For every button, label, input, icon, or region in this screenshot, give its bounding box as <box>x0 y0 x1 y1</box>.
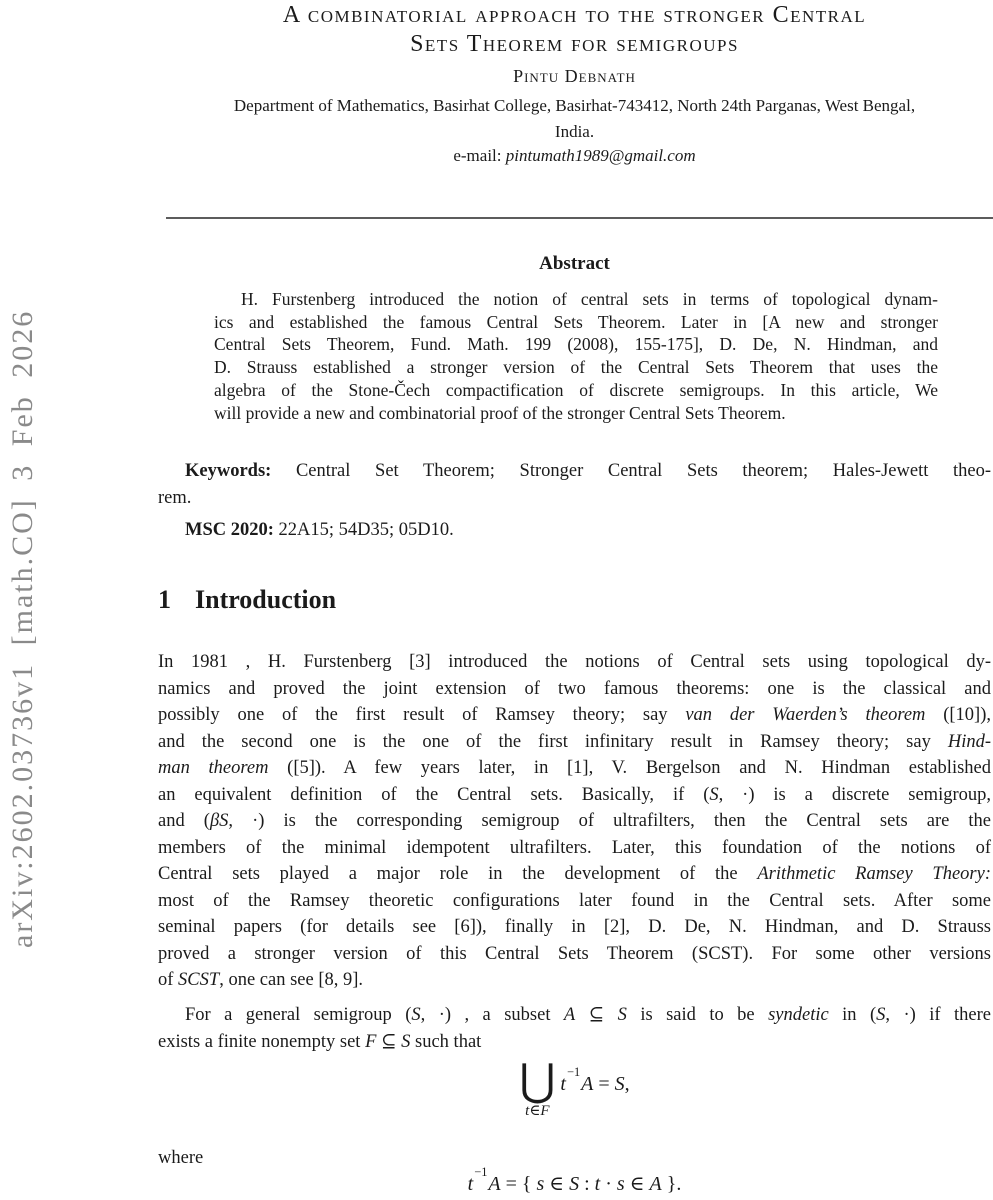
text-segment: , one can see [8, 9]. <box>219 970 364 990</box>
text-segment: −1 <box>566 1064 581 1079</box>
affiliation-line-1: Department of Mathematics, Basirhat College, Basirhat-743412, North 24th Parganas, West Bengal, <box>233 96 916 115</box>
text-segment: −1 <box>474 1164 488 1179</box>
text-segment: t <box>594 1173 601 1195</box>
text-segment: namics and proved the joint extension of two famous theorems: one is the classical and <box>158 678 991 699</box>
author-name: Pintu Debnath <box>513 66 636 86</box>
section-heading <box>158 585 991 615</box>
text-segment: S <box>411 1005 421 1025</box>
text-segment: ∈ <box>529 1103 541 1119</box>
text-line <box>158 1002 991 1029</box>
text-segment: S <box>569 1173 580 1195</box>
text-segment: A <box>488 1173 501 1195</box>
text-segment: is said to be <box>626 1005 769 1025</box>
text-line <box>158 1029 991 1056</box>
text-line <box>158 676 991 703</box>
text-segment: s <box>536 1173 545 1195</box>
text-segment: 22A15; 54D35; 05D10. <box>273 520 454 540</box>
text-line <box>158 941 991 968</box>
text-line <box>158 485 991 512</box>
text-line <box>214 356 938 379</box>
section-title: Introduction <box>195 585 337 614</box>
intro-paragraph-1 <box>158 649 991 994</box>
text-segment: van der Waerden’s theorem <box>685 705 926 725</box>
intro-paragraph-2 <box>158 1002 991 1055</box>
text-line <box>158 888 991 915</box>
section-number: 1 <box>158 585 171 614</box>
text-segment: rem. <box>158 488 192 508</box>
text-segment: H. Furstenberg introduced the notion of central sets in terms of topological dynam- <box>241 289 938 309</box>
text-segment: , ·) if there <box>885 1005 991 1025</box>
text-line <box>214 402 938 425</box>
text-segment: , ·) , a subset <box>420 1005 564 1025</box>
text-segment: members of the minimal idempotent ultrafilters. Later, this foundation of the notions of <box>158 837 991 858</box>
text-segment: MSC 2020: <box>185 520 274 540</box>
text-segment: ([10]), <box>925 705 991 725</box>
big-union-operator <box>519 1055 556 1119</box>
text-segment: For a general semigroup ( <box>185 1005 412 1025</box>
text-line <box>158 967 991 994</box>
text-segment: F <box>540 1103 550 1119</box>
text-segment: in ( <box>828 1005 877 1025</box>
text-segment: ∈ <box>624 1173 650 1195</box>
text-segment: seminal papers (for details see [6]), finally in [2], D. De, N. Hindman, and D. Strauss <box>158 917 991 937</box>
text-segment: man theorem <box>158 758 269 778</box>
equation-union <box>158 1055 991 1119</box>
text-segment: will provide a new and combinatorial proof of the stronger Central Sets Theorem. <box>214 402 786 423</box>
abstract-heading: Abstract <box>539 253 610 274</box>
text-segment: A <box>563 1005 576 1025</box>
text-segment: , <box>624 1073 630 1095</box>
text-segment: S <box>401 1031 411 1052</box>
paper-title-line-1: A combinatorial approach to the stronger Central <box>282 2 867 28</box>
text-segment: S <box>614 1073 625 1095</box>
text-segment: S <box>617 1005 627 1025</box>
text-segment: Arithmetic Ramsey Theory: <box>757 864 991 884</box>
text-segment: : <box>579 1173 595 1195</box>
text-segment: F <box>365 1031 377 1052</box>
affiliation-line-2: India. <box>554 122 595 141</box>
text-segment: syndetic <box>768 1005 829 1025</box>
text-line <box>158 782 991 809</box>
msc-block <box>158 517 991 544</box>
abstract-body <box>214 288 938 424</box>
text-segment: Central sets played a major role in the development of the <box>158 864 758 884</box>
text-segment: · <box>600 1173 617 1195</box>
text-line <box>158 861 991 888</box>
text-line <box>214 311 938 334</box>
text-segment: proved a stronger version of this Central Sets Theorem (SCST). For some other versions <box>158 943 991 964</box>
text-segment: Central Set Theorem; Stronger Central Sets theorem; Hales-Jewett theo- <box>271 461 991 481</box>
text-line <box>158 649 991 676</box>
text-segment: = { <box>500 1173 537 1195</box>
text-line <box>158 755 991 782</box>
text-segment: Keywords: <box>185 461 272 481</box>
text-segment: = <box>593 1073 615 1095</box>
text-segment: an equivalent definition of the Central sets. Basically, if ( <box>158 784 710 805</box>
text-segment: }. <box>661 1173 682 1195</box>
text-segment: Central Sets Theorem, Fund. Math. 199 (2008), 155-175], D. De, N. Hindman, and <box>214 334 938 355</box>
union-subscript <box>525 1103 549 1119</box>
text-segment: SCST <box>178 970 220 990</box>
text-segment: ([5]). A few years later, in [1], V. Bergelson and N. Hindman established <box>268 758 991 778</box>
text-line <box>158 458 991 485</box>
text-segment: algebra of the Stone-Čech compactification of discrete semigroups. In this article, We <box>214 379 938 400</box>
union-icon: ⋃ <box>519 1055 556 1106</box>
text-segment: and ( <box>158 811 210 831</box>
arxiv-watermark: arXiv:2602.03736v1 [math.CO] 3 Feb 2026 <box>6 309 39 948</box>
text-segment: ⊆ <box>575 1005 618 1025</box>
text-line <box>158 914 991 941</box>
email-address: pintumath1989@gmail.com <box>505 146 696 165</box>
text-segment: possibly one of the first result of Ramsey theory; say <box>158 705 686 725</box>
text-segment: s <box>616 1173 625 1195</box>
equation-union-body <box>560 1064 630 1096</box>
text-segment: D. Strauss established a stronger version of the Central Sets Theorem that uses the <box>214 357 938 378</box>
text-segment: t <box>560 1073 566 1095</box>
text-segment: A <box>649 1173 662 1195</box>
text-line <box>158 729 991 756</box>
text-segment: most of the Ramsey theoretic configurations later found in the Central sets. After some <box>158 890 991 911</box>
text-segment: , ·) is a discrete semigroup, <box>718 784 991 805</box>
text-segment: , ·) is the corresponding semigroup of ultrafilters, then the Central sets are the <box>228 811 991 831</box>
text-segment: exists a finite nonempty set <box>158 1031 366 1052</box>
content-column <box>158 0 991 1200</box>
text-line <box>158 835 991 862</box>
text-segment: In 1981 , H. Furstenberg [3] introduced the notions of Central sets using topological dy- <box>158 652 991 672</box>
text-line <box>214 288 938 311</box>
keywords-block <box>158 458 991 512</box>
text-line <box>158 517 991 544</box>
text-line <box>158 808 991 835</box>
text-segment: ∈ <box>544 1173 570 1195</box>
text-line <box>214 379 938 402</box>
email-label: e-mail: <box>453 146 502 165</box>
text-segment: t <box>467 1173 474 1195</box>
text-line <box>158 702 991 729</box>
text-segment: ics and established the famous Central Sets Theorem. Later in [A new and stronger <box>214 311 938 332</box>
text-segment: Hind- <box>947 731 991 752</box>
text-segment: and the second one is the one of the first infinitary result in Ramsey theory; say <box>158 731 948 752</box>
text-segment: S <box>709 784 719 805</box>
text-segment: A <box>581 1073 594 1095</box>
text-segment: ⊆ <box>376 1031 402 1052</box>
paper-title-line-2: Sets Theorem for semigroups <box>410 31 739 57</box>
paper-title <box>158 1 991 59</box>
email-line <box>158 146 991 166</box>
text-segment: βS <box>209 811 229 831</box>
text-segment: such that <box>410 1031 482 1052</box>
text-segment: t <box>525 1103 530 1119</box>
affiliation <box>158 93 991 145</box>
text-segment: of <box>158 970 179 990</box>
equation-inverse-definition <box>158 1164 991 1196</box>
where-label: where <box>158 1148 204 1168</box>
text-line <box>214 333 938 356</box>
text-segment: S <box>876 1005 886 1025</box>
